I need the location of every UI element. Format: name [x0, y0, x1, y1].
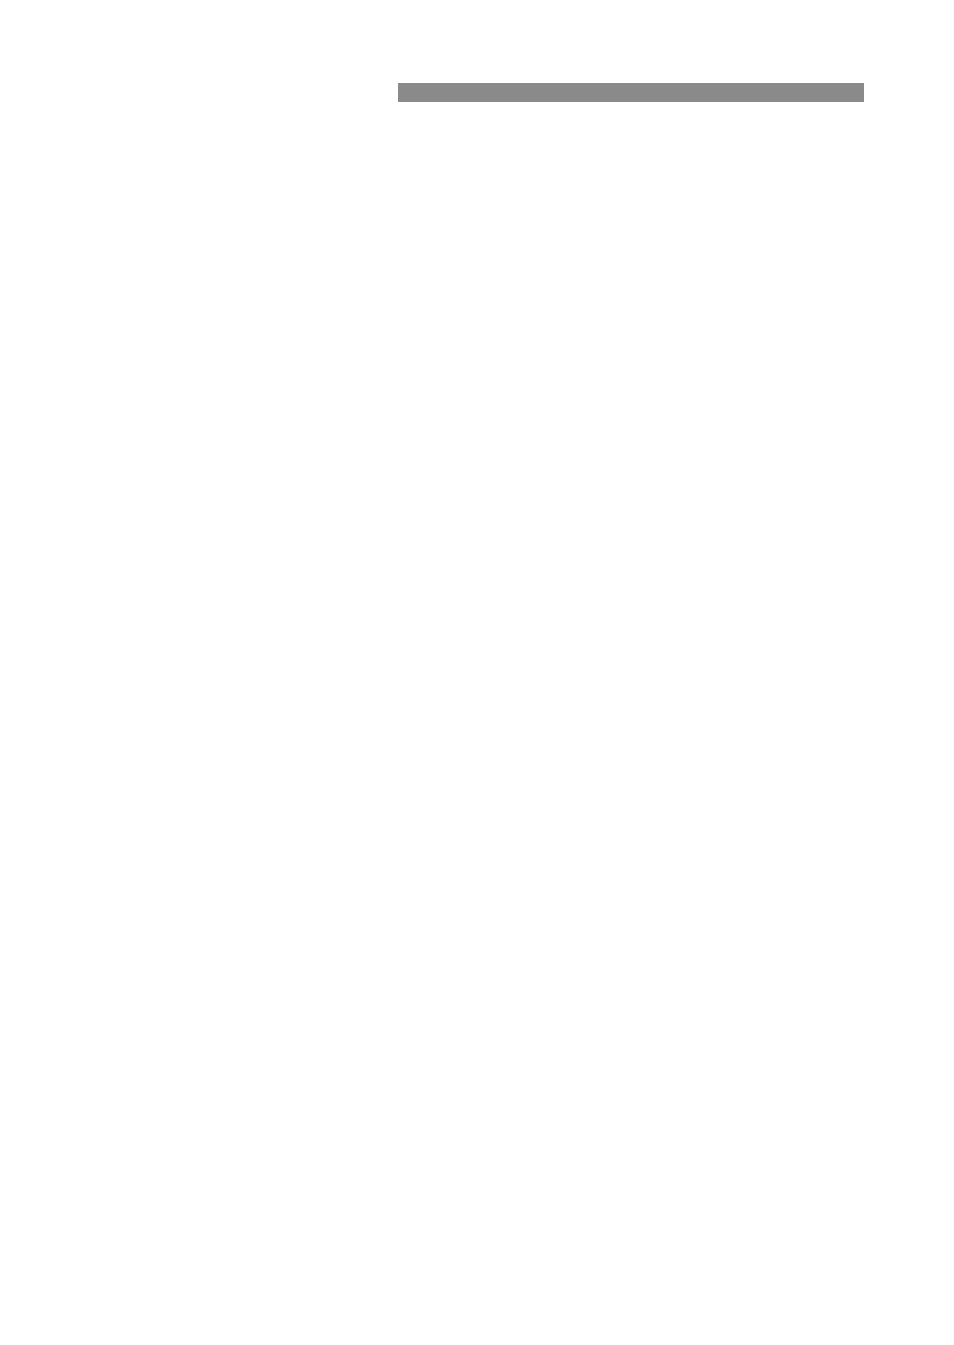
- title-rule-bar: [398, 83, 864, 102]
